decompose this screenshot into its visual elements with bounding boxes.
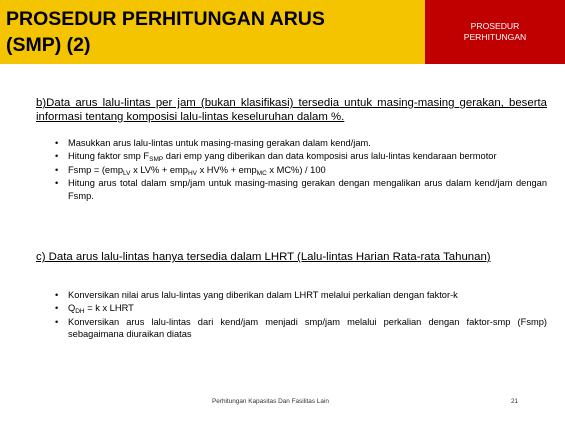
title-line-1: PROSEDUR PERHITUNGAN ARUS bbox=[6, 8, 325, 30]
page-number: 21 bbox=[511, 398, 519, 405]
bullet-item: • Konversikan nilai arus lalu-lintas yang diberikan dalam LHRT melalui perkalian dengan faktor-k bbox=[52, 289, 547, 301]
section-badge bbox=[425, 0, 565, 64]
bullet-item: • Konversikan arus lalu-lintas dari kend/jam menjadi smp/jam melalui perkalian dengan faktor-smp (Fsmp) sebagaimana diuraikan diatas bbox=[52, 316, 547, 341]
section-b-bullets bbox=[52, 137, 547, 203]
header-bar bbox=[0, 0, 565, 64]
section-c-heading: c) Data arus lalu-lintas hanya tersedia dalam LHRT (Lalu-lintas Harian Rata-rata Tahunan) bbox=[36, 251, 491, 263]
bullet-item: • Masukkan arus lalu-lintas untuk masing-masing gerakan dalam kend/jam. bbox=[52, 137, 547, 149]
badge-line-1: PROSEDUR bbox=[470, 21, 520, 31]
bullet-item: • Hitung arus total dalam smp/jam untuk masing-masing gerakan dengan mengalikan arus dalam kend/jam dengan Fsmp. bbox=[52, 177, 547, 202]
footer-text: Perhitungan Kapasitas Dan Fasilitas Lain bbox=[212, 398, 329, 405]
bullet-item: • Hitung faktor smp $F_{SMP}$ dari emp yang diberikan dan data komposisi arus lalu-lintas kendaraan bermotor bbox=[52, 150, 547, 162]
badge-line-2: PERHITUNGAN bbox=[463, 32, 527, 42]
section-c-bullets bbox=[52, 289, 547, 342]
page-title bbox=[6, 6, 386, 58]
section-b-heading: b)Data arus lalu-lintas per jam (bukan klasifikasi) tersedia untuk masing-masing gerakan, beserta informasi tentang komposisi lalu-lintas keseluruhan dalam %. bbox=[36, 97, 547, 123]
bullet-item: • Fsmp = (emp$_{LV}$ x LV% + emp$_{HV}$ x HV% + emp$_{MC}$ x MC%) / 100 bbox=[52, 164, 547, 176]
title-line-2: (SMP) (2) bbox=[6, 34, 91, 56]
bullet-item: • $Q_{DH} = k$ x LHRT bbox=[52, 302, 547, 314]
